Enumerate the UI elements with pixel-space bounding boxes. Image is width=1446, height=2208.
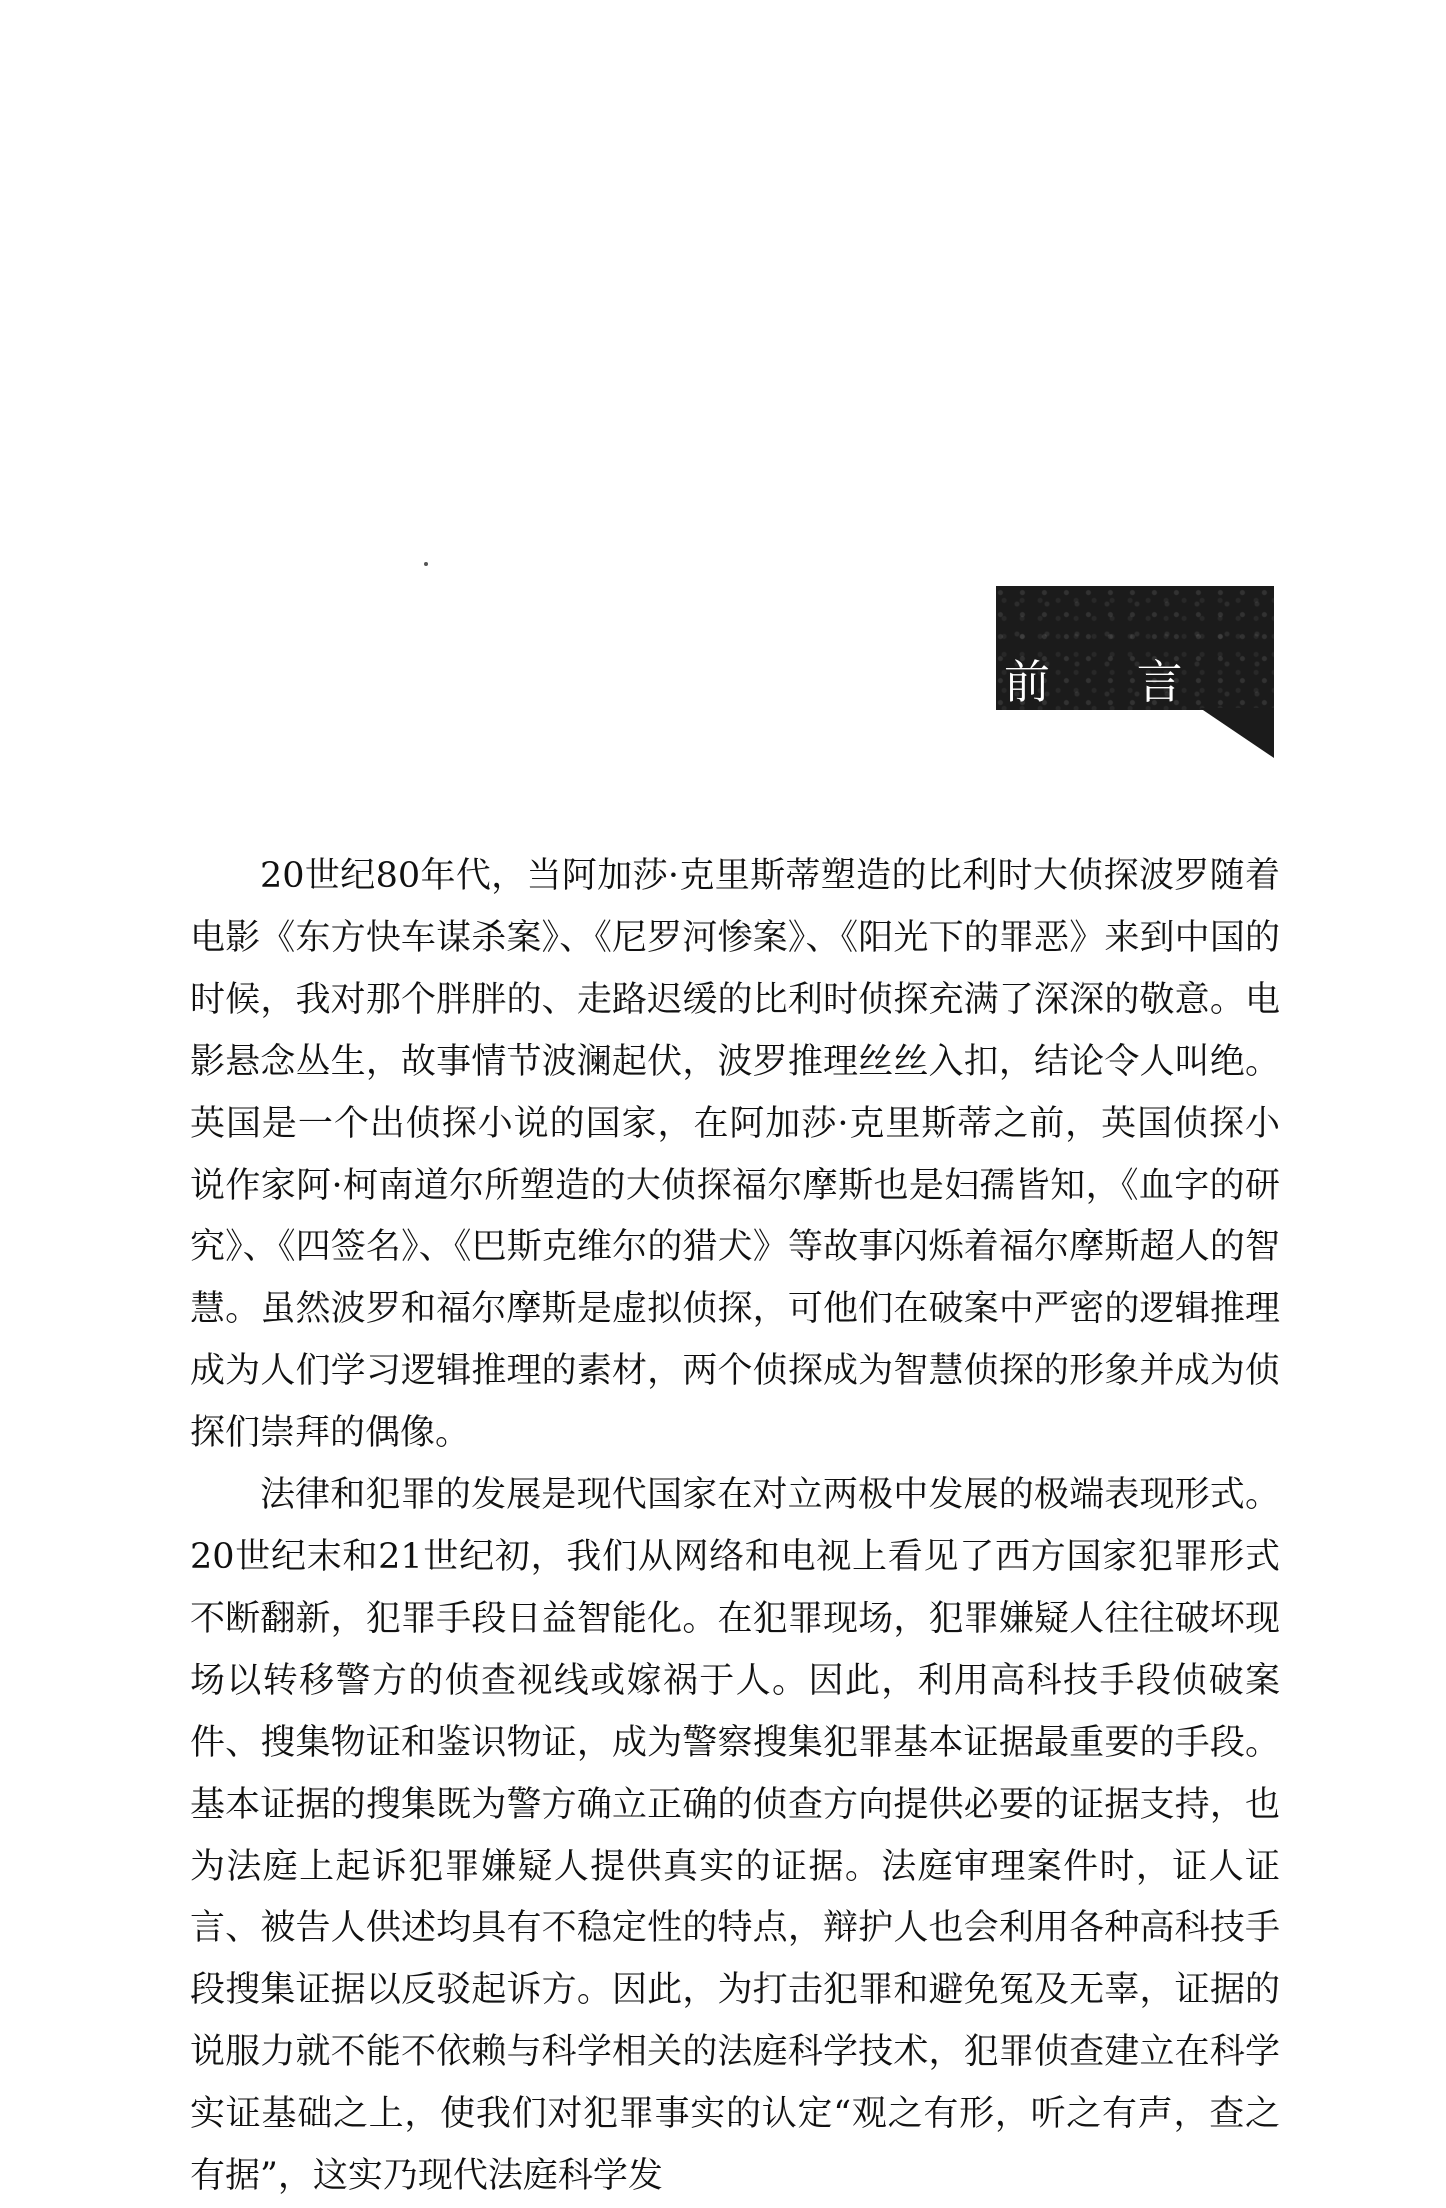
- paragraph: 法律和犯罪的发展是现代国家在对立两极中发展的极端表现形式。20世纪末和21世纪初，我们从网络和电视上看见了西方国家犯罪形式不断翻新，犯罪手段日益智能化。在犯罪现场，犯罪嫌疑人往往破坏现场以转移警方的侦查视线或嫁祸于人。因此，利用高科技手段侦破案件、搜集物证和鉴识物证，成为警察搜集犯罪基本证据最重要的手段。基本证据的搜集既为警方确立正确的侦查方向提供必要的证据支持，也为法庭上起诉犯罪嫌疑人提供真实的证据。法庭审理案件时，证人证言、被告人供述均具有不稳定性的特点，辩护人也会利用各种高科技手段搜集证据以反驳起诉方。因此，为打击犯罪和避免冤及无辜，证据的说服力就不能不依赖与科学相关的法庭科学技术，犯罪侦查建立在科学实证基础之上，使我们对犯罪事实的认定“观之有形，听之有声，查之有据”，这实乃现代法庭科学发: [190, 1475, 1280, 2197]
- paragraph: 20世纪80年代，当阿加莎·克里斯蒂塑造的比利时大侦探波罗随着电影《东方快车谋杀案》、《尼罗河惨案》、《阳光下的罪恶》来到中国的时候，我对那个胖胖的、走路迟缓的比利时侦探充满了深深的敬意。电影悬念丛生，故事情节波澜起伏，波罗推理丝丝入扣，结论令人叫绝。英国是一个出侦探小说的国家，在阿加莎·克里斯蒂之前，英国侦探小说作家阿·柯南道尔所塑造的大侦探福尔摩斯也是妇孺皆知，《血字的研究》、《四签名》、《巴斯克维尔的猎犬》等故事闪烁着福尔摩斯超人的智慧。虽然波罗和福尔摩斯是虚拟侦探，可他们在破案中严密的逻辑推理成为人们学习逻辑推理的素材，两个侦探成为智慧侦探的形象并成为侦探们崇拜的偶像。: [190, 856, 1280, 1454]
- heading-banner-tail: [1200, 708, 1274, 758]
- chapter-title: 前 言: [1004, 655, 1219, 709]
- chapter-heading: [996, 586, 1274, 758]
- scan-speck: [424, 562, 428, 566]
- body-text: [190, 846, 1280, 2208]
